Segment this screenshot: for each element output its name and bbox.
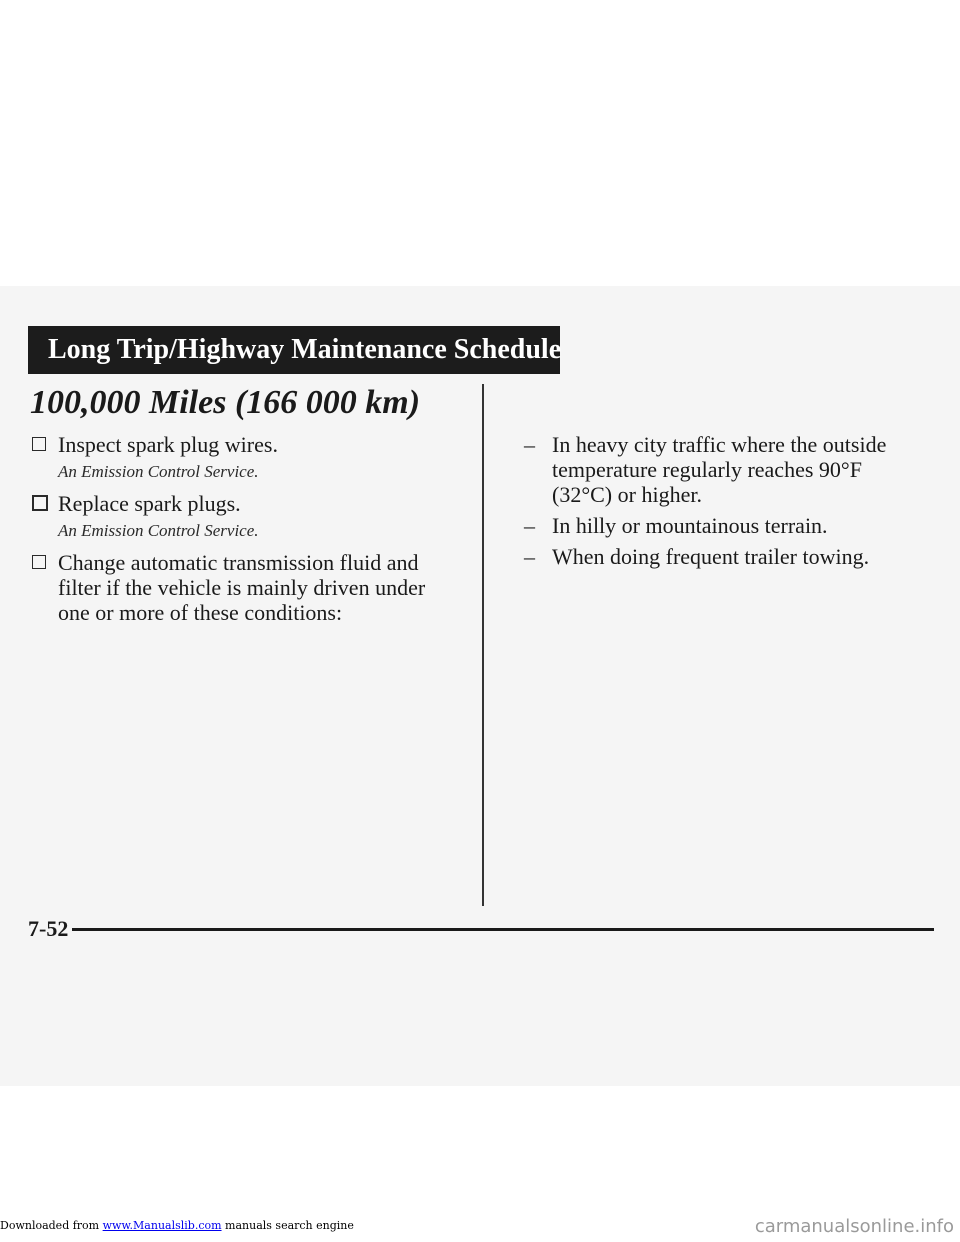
checklist-item <box>32 550 462 625</box>
mileage-heading: 100,000 Miles (166 000 km) <box>30 384 421 421</box>
checklist-item-text: Replace spark plugs. <box>58 491 241 516</box>
download-bar <box>0 1214 960 1242</box>
download-note <box>0 1219 354 1232</box>
condition-item <box>524 544 914 569</box>
manualslib-link[interactable]: www.Manualslib.com <box>102 1219 222 1232</box>
dash-bullet: – <box>524 513 535 538</box>
checkbox-icon <box>32 495 48 511</box>
checklist-item-text: Inspect spark plug wires. <box>58 432 278 457</box>
condition-text: In hilly or mountainous terrain. <box>552 513 828 538</box>
banner-title: Long Trip/Highway Maintenance Schedule <box>48 334 562 365</box>
footer-rule <box>72 928 934 931</box>
dash-bullet: – <box>524 432 535 457</box>
dash-bullet: – <box>524 544 535 569</box>
column-divider <box>482 384 484 906</box>
checkbox-icon <box>32 437 46 451</box>
download-prefix: Downloaded from <box>0 1219 103 1232</box>
page-number: 7-52 <box>28 916 69 941</box>
checkbox-icon <box>32 555 46 569</box>
checklist-item <box>32 432 462 457</box>
condition-item <box>524 432 914 507</box>
site-watermark: carmanualsonline.info <box>754 1216 954 1237</box>
checklist-item-text: Change automatic transmission fluid and filter if the vehicle is mainly driven under one or more of these conditions: <box>58 550 426 625</box>
emission-note: An Emission Control Service. <box>58 521 259 540</box>
right-column <box>524 432 914 575</box>
section-banner <box>28 326 560 374</box>
download-suffix: manuals search engine <box>221 1219 354 1232</box>
condition-item <box>524 513 914 538</box>
emission-note: An Emission Control Service. <box>58 462 259 481</box>
page-footer <box>28 914 934 944</box>
condition-text: When doing frequent trailer towing. <box>552 544 870 569</box>
condition-text: In heavy city traffic where the outside temperature regularly reaches 90°F (32°C) or higher. <box>552 432 887 507</box>
left-column <box>32 432 462 625</box>
manual-page <box>0 286 960 1086</box>
checklist-item <box>32 491 462 516</box>
